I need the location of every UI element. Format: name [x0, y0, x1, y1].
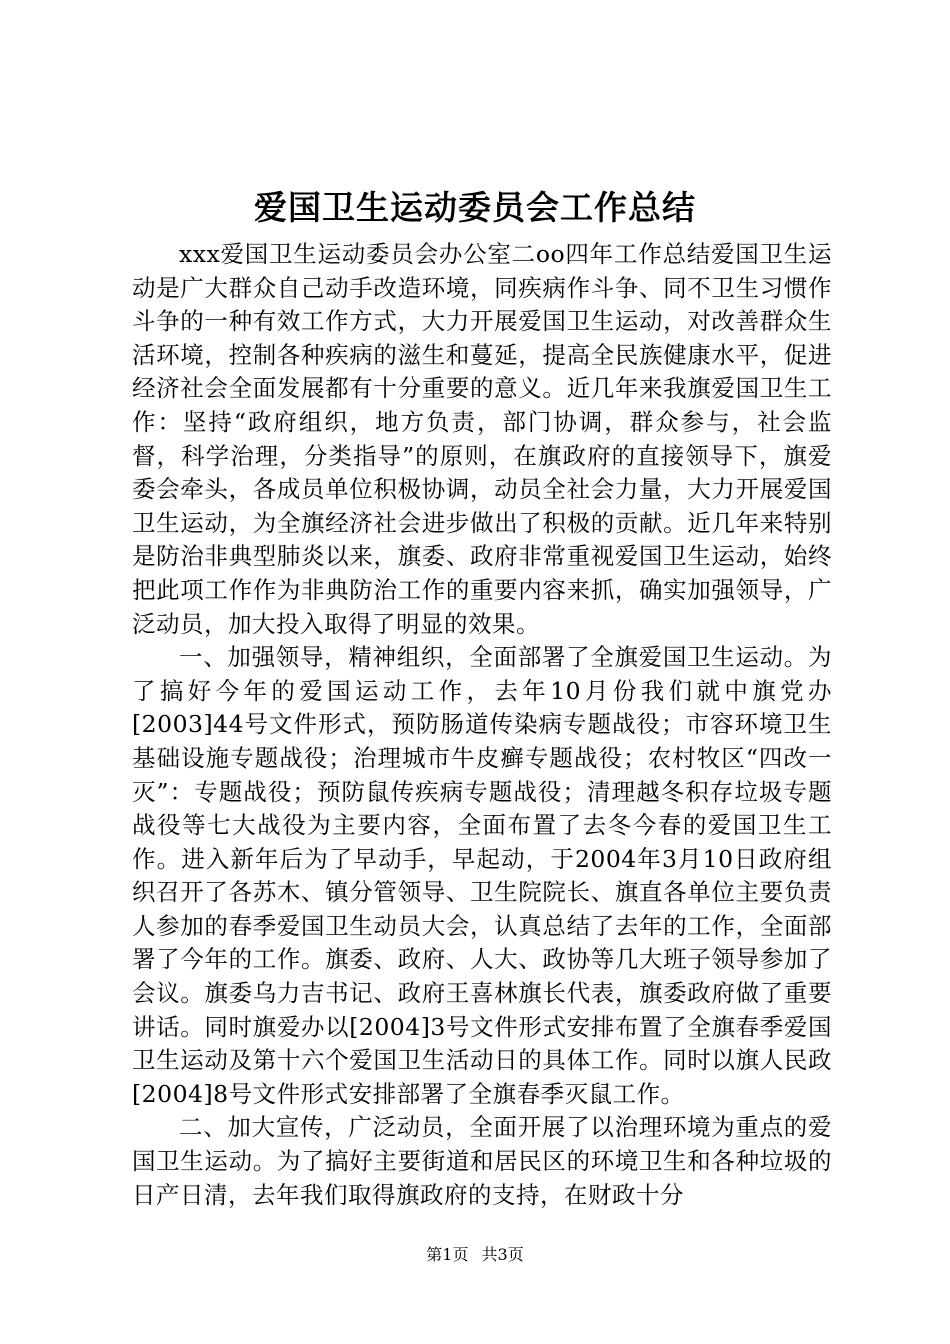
paragraph-section-two: 二、加大宣传，广泛动员，全面开展了以治理环境为重点的爱国卫生运动。为了搞好主要街道和居民区的环境卫生和各种垃圾的日产日清，去年我们取得旗政府的支持，在财政十分	[132, 1113, 832, 1209]
document-title: 爱国卫生运动委员会工作总结	[254, 188, 696, 227]
paragraph-intro: xxx爱国卫生运动委员会办公室二oo四年工作总结爱国卫生运动是广大群众自己动手改造环境，同疾病作斗争、同不卫生习惯作斗争的一种有效工作方式，大力开展爱国卫生运动，对改善群众生活环境，控制各种疾病的滋生和蔓延，提高全民族健康水平，促进经济社会全面发展都有十分重要的意义。近几年来我旗爱国卫生工作：坚持“政府组织，地方负责，部门协调，群众参与，社会监督，科学治理，分类指导”的原则，在旗政府的直接领导下，旗爱委会牵头，各成员单位积极协调，动员全社会力量，大力开展爱国卫生运动，为全旗经济社会进步做出了积极的贡献。近几年来特别是防治非典型肺炎以来，旗委、政府非常重视爱国卫生运动，始终把此项工作作为非典防治工作的重要内容来抓，确实加强领导，广泛动员，加大投入取得了明显的效果。	[132, 240, 832, 638]
page-footer	[0, 1244, 950, 1266]
page-number: 第1页	[426, 1245, 469, 1264]
paragraph-section-one: 一、加强领导，精神组织，全面部署了全旗爱国卫生运动。为了搞好今年的爱国运动工作，去年10月份我们就中旗党办[2003]44号文件形式，预防肠道传染病专题战役；市容环境卫生基础设施专题战役；治理城市牛皮癣专题战役；农村牧区“四改一灭”：专题战役；预防鼠传疾病专题战役；清理越冬积存垃圾专题战役等七大战役为主要内容，全面布置了去冬今春的爱国卫生工作。进入新年后为了早动手，早起动，于2004年3月10日政府组织召开了各苏木、镇分管领导、卫生院院长、旗直各单位主要负责人参加的春季爱国卫生动员大会，认真总结了去年的工作，全面部署了今年的工作。旗委、政府、人大、政协等几大班子领导参加了会议。旗委乌力吉书记、政府王喜林旗长代表，旗委政府做了重要讲话。同时旗爱办以[2004]3号文件形式安排布置了全旗春季爱国卫生运动及第十六个爱国卫生活动日的具体工作。同时以旗人民政[2004]8号文件形式安排部署了全旗春季灭鼠工作。	[132, 643, 832, 1108]
page-total: 共3页	[481, 1245, 524, 1264]
document-body	[132, 238, 832, 1212]
